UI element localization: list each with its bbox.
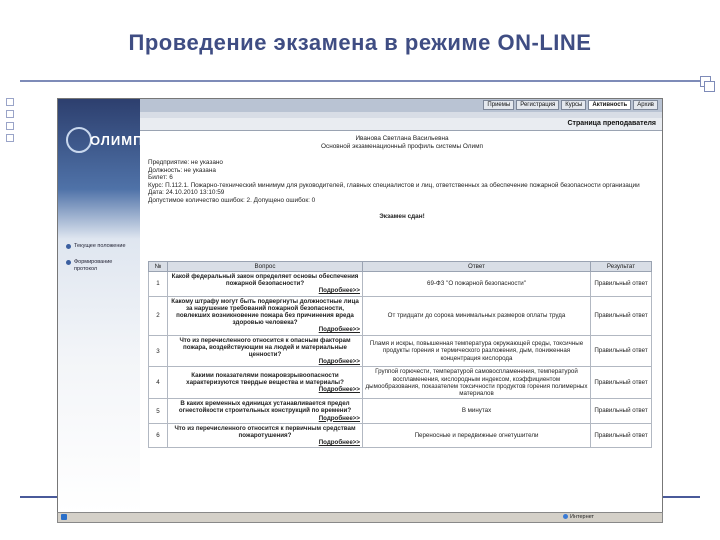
table-row <box>149 296 652 335</box>
answer-cell: Группой горючести, температурой самовоспламенения, температурой воспламенения, кислородным индексом, коэффициентом дымообразования, показателем токсичности продуктов горения полимерных материалов <box>363 367 591 399</box>
person-profile: Основной экзаменационный профиль системы Олимп <box>321 143 483 150</box>
bullet-icon <box>66 244 71 249</box>
question-text: В каких временных единицах устанавливается предел огнестойкости строительных конструкций по времени? <box>178 400 352 415</box>
exam-info-line: Допустимое количество ошибок: 2. Допущено ошибок: 0 <box>148 196 316 204</box>
row-number: 4 <box>149 367 168 399</box>
question-text: Какими показателями пожаровзрывоопасности характеризуются твердые вещества и материалы? <box>186 372 344 387</box>
question-text: Что из перечисленного относится к первичным средствам пожаротушения? <box>174 424 356 440</box>
table-row <box>149 335 652 367</box>
page-header-title: Страница преподавателя <box>567 120 656 127</box>
bullet-icon <box>66 260 71 265</box>
question-cell <box>168 423 363 448</box>
question-cell <box>168 272 363 297</box>
exam-info-line: Предприятие: не указано <box>148 159 223 166</box>
result-cell: Правильный ответ <box>591 423 652 448</box>
details-link[interactable]: Подробнее>> <box>318 439 360 447</box>
table-row <box>149 272 652 297</box>
person-name: Иванова Светлана Васильевна <box>355 135 449 142</box>
nav-tab[interactable]: Курсы <box>561 100 586 110</box>
browser-window <box>57 98 663 514</box>
question-cell <box>168 367 363 399</box>
question-cell <box>168 335 363 367</box>
sidebar-link-current-status[interactable]: Текущее положение <box>66 243 136 250</box>
table-row <box>149 367 652 399</box>
details-link[interactable]: Подробнее>> <box>318 386 360 394</box>
table-row <box>149 399 652 424</box>
slide-title: Проведение экзамена в режиме ON-LINE <box>128 30 592 55</box>
sidebar <box>58 99 144 513</box>
main-content <box>148 135 656 220</box>
answer-cell: Пламя и искры, повышенная температура окружающей среды, токсичные продукты горения и термического разложения, дым, пониженная концентрация кислорода <box>363 335 591 367</box>
row-number: 1 <box>149 272 168 297</box>
page-header <box>140 118 662 131</box>
result-title: Экзамен сдан! <box>379 212 425 220</box>
exam-info-line: Должность: не указана <box>148 166 216 174</box>
browser-page-icon <box>61 514 67 520</box>
question-text: Какой федеральный закон определяет основы обеспечения пожарной безопасности? <box>171 273 359 288</box>
question-cell <box>168 399 363 424</box>
nav-tab[interactable]: Приемы <box>483 100 514 110</box>
details-link[interactable]: Подробнее>> <box>318 414 360 422</box>
column-header-question: Вопрос <box>168 262 363 272</box>
results-table <box>148 261 652 448</box>
column-header-answer: Ответ <box>363 262 591 272</box>
logo: ОЛИМП <box>90 133 144 148</box>
answer-cell: В минутах <box>363 399 591 424</box>
details-link[interactable]: Подробнее>> <box>318 287 360 295</box>
answer-cell: 69-ФЗ "О пожарной безопасности" <box>363 272 591 297</box>
result-cell: Правильный ответ <box>591 399 652 424</box>
result-cell: Правильный ответ <box>591 296 652 335</box>
table-row <box>149 423 652 448</box>
top-navigation-bar <box>140 99 662 112</box>
details-link[interactable]: Подробнее>> <box>318 326 360 334</box>
security-zone: Интернет <box>563 514 594 520</box>
nav-tab[interactable]: Архив <box>633 100 658 110</box>
column-header-num: № <box>149 262 168 272</box>
result-cell: Правильный ответ <box>591 272 652 297</box>
row-number: 2 <box>149 296 168 335</box>
column-header-result: Результат <box>591 262 652 272</box>
nav-tab[interactable]: Активность <box>588 100 631 110</box>
globe-icon <box>563 514 568 519</box>
result-cell: Правильный ответ <box>591 335 652 367</box>
row-number: 3 <box>149 335 168 367</box>
row-number: 5 <box>149 399 168 424</box>
exam-info-line: Дата: 24.10.2010 13:10:59 <box>148 189 225 197</box>
nav-tab[interactable]: Регистрация <box>516 100 559 110</box>
question-text: Что из перечисленного относится к опасным факторам пожара, воздействующим на людей и материальные ценности? <box>179 336 351 359</box>
title-divider <box>20 80 700 82</box>
row-number: 6 <box>149 423 168 448</box>
result-cell: Правильный ответ <box>591 367 652 399</box>
status-bar <box>57 512 663 523</box>
question-cell <box>168 296 363 335</box>
details-link[interactable]: Подробнее>> <box>318 358 360 366</box>
title-ornament <box>704 81 715 92</box>
logo-globe-icon <box>66 127 92 153</box>
left-ornament <box>6 98 16 146</box>
answer-cell: От тридцати до сорока минимальных размеров оплаты труда <box>363 296 591 335</box>
answer-cell: Переносные и передвижные огнетушители <box>363 423 591 448</box>
exam-info-line: Курс: П.112.1. Пожарно-технический минимум для руководителей, главных специалистов и лиц, ответственных за обеспечение пожарной безопасности организации <box>148 181 640 189</box>
exam-info <box>148 159 656 205</box>
question-text: Какому штрафу могут быть подвергнуты должностные лица за нарушение требований пожарной безопасности, повлекших возникновение пожара без причинения вреда здоровью человека? <box>171 297 359 327</box>
sidebar-link-protocol[interactable]: Формирование протокол <box>66 259 136 273</box>
person-block <box>148 135 656 151</box>
exam-info-line: Билет: 6 <box>148 174 173 182</box>
